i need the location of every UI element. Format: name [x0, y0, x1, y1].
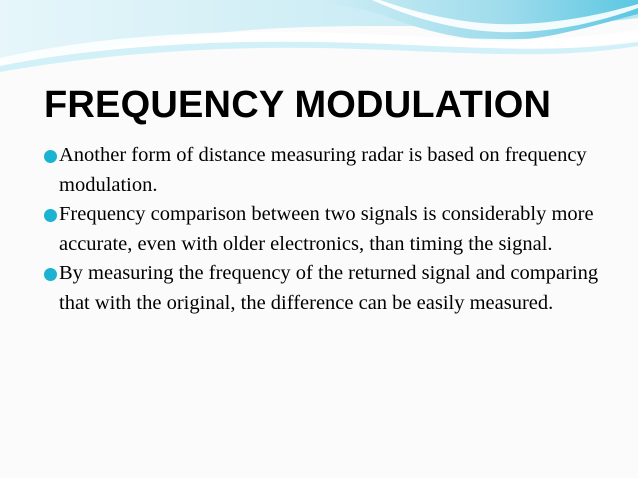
bullet-dot-icon [44, 209, 57, 222]
bullet-item [44, 200, 614, 259]
bullet-text: Another form of distance measuring radar is based on frequency modulation. [59, 144, 587, 196]
bullet-dot-icon [44, 150, 57, 163]
bullet-text: Frequency comparison between two signals is considerably more accurate, even with older electronics, than timing the signal. [59, 203, 594, 255]
bullet-item [44, 259, 614, 318]
header-wave-decoration [0, 0, 638, 80]
bullet-list [44, 141, 614, 318]
bullet-item [44, 141, 614, 200]
bullet-text: By measuring the frequency of the returned signal and comparing that with the original, the difference can be easily measured. [59, 262, 599, 314]
bullet-dot-icon [44, 268, 57, 281]
slide-title: FREQUENCY MODULATION [44, 84, 552, 126]
